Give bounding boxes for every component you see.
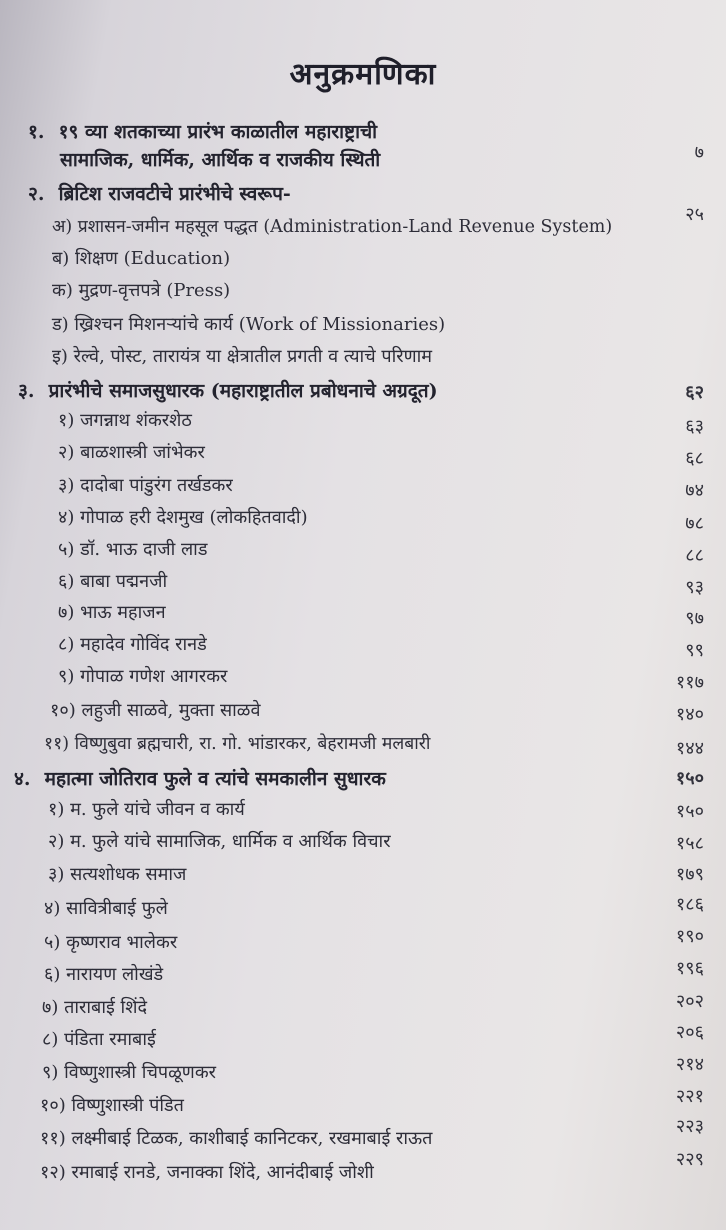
subsection-item: अ) प्रशासन-जमीन महसूल पद्धत (Administration-Land Revenue System): [52, 217, 613, 237]
section-number: २.: [28, 183, 45, 205]
toc-entry: १०) लहुजी साळवे, मुक्ता साळवे: [50, 700, 261, 721]
toc-entry-page: २२१: [675, 1086, 704, 1107]
toc-entry-page: २२३: [675, 1116, 704, 1137]
toc-entry: ६) बाबा पद्मनजी: [58, 571, 168, 592]
toc-entry-page: ९७: [685, 608, 704, 629]
subsection-item: क) मुद्रण-वृत्तपत्रे (Press): [52, 280, 231, 301]
toc-entry-page: ९९: [685, 640, 704, 661]
toc-entry: ११) लक्ष्मीबाई टिळक, काशीबाई कानिटकर, रखमाबाई राऊत: [40, 1128, 433, 1149]
section-page-number: १५०: [675, 768, 704, 789]
toc-entry-page: २०२: [675, 991, 704, 1012]
section-4-heading: [14, 765, 386, 791]
toc-entry-page: ८८: [685, 545, 704, 566]
toc-entry: ८) पंडिता रमाबाई: [42, 1029, 156, 1050]
section-number: ३.: [18, 380, 35, 402]
subsection-item: इ) रेल्वे, पोस्ट, तारायंत्र या क्षेत्रातील प्रगती व त्याचे परिणाम: [52, 346, 433, 367]
toc-entry: १०) विष्णुशास्त्री पंडित: [40, 1095, 184, 1116]
toc-entry: ३) सत्यशोधक समाज: [48, 864, 187, 885]
toc-entry: १२) रमाबाई रानडे, जनाक्का शिंदे, आनंदीबाई जोशी: [40, 1162, 374, 1183]
toc-entry-page: ६३: [685, 416, 704, 437]
toc-entry-page: १४०: [675, 704, 704, 725]
toc-entry-page: ११७: [675, 672, 704, 693]
toc-entry: ११) विष्णुबुवा ब्रह्मचारी, रा. गो. भांडारकर, बेहरामजी मलबारी: [44, 734, 431, 754]
toc-entry: ७) ताराबाई शिंदे: [42, 997, 148, 1018]
toc-entry: ४) सावित्रीबाई फुले: [44, 898, 168, 919]
section-title: महात्मा जोतिराव फुले व त्यांचे समकालीन सुधारक: [44, 768, 386, 790]
toc-entry: ५) डॉ. भाऊ दाजी लाड: [58, 539, 208, 560]
toc-entry-page: ९३: [685, 577, 704, 598]
section-title: प्रारंभीचे समाजसुधारक (महाराष्ट्रातील प्रबोधनाचे अग्रदूत): [48, 380, 438, 402]
toc-entry-page: १५८: [675, 833, 704, 854]
subsection-item: ब) शिक्षण (Education): [52, 248, 231, 269]
toc-entry-page: १९६: [675, 958, 704, 979]
section-1-line1: [28, 118, 377, 144]
toc-entry: २) म. फुले यांचे सामाजिक, धार्मिक व आर्थिक विचार: [48, 831, 391, 852]
toc-entry: ९) गोपाळ गणेश आगरकर: [58, 666, 228, 687]
toc-entry-page: १९०: [675, 926, 704, 947]
section-page-number: ६२: [685, 382, 704, 403]
toc-entry-page: १७९: [675, 864, 704, 885]
section-1-line2: सामाजिक, धार्मिक, आर्थिक व राजकीय स्थिती: [60, 149, 381, 171]
toc-entry-page: ७८: [685, 513, 704, 534]
toc-entry-page: ७४: [685, 480, 704, 501]
section-title: १९ व्या शतकाच्या प्रारंभ काळातील महाराष्ट्राची: [58, 121, 378, 143]
toc-entry: ८) महादेव गोविंद रानडे: [58, 634, 207, 655]
toc-entry: ७) भाऊ महाजन: [58, 602, 166, 623]
section-3-heading: [18, 377, 438, 403]
section-2-heading: [28, 180, 291, 206]
section-number: ४.: [14, 768, 31, 790]
toc-entry-page: १८६: [675, 894, 704, 915]
toc-entry-page: १५०: [675, 801, 704, 822]
toc-entry: ९) विष्णुशास्त्री चिपळूणकर: [42, 1062, 217, 1083]
toc-entry: २) बाळशास्त्री जांभेकर: [58, 442, 205, 463]
toc-entry: ३) दादोबा पांडुरंग तर्खडकर: [58, 475, 233, 496]
toc-entry-page: २२९: [675, 1149, 704, 1170]
subsection-item: ड) ख्रिश्चन मिशनऱ्यांचे कार्य (Work of Missionaries): [52, 314, 446, 335]
toc-entry-page: १४४: [675, 738, 704, 759]
toc-entry: १) म. फुले यांचे जीवन व कार्य: [48, 799, 245, 820]
section-page-number: ७: [694, 142, 704, 163]
section-title: ब्रिटिश राजवटीचे प्रारंभीचे स्वरूप-: [58, 183, 291, 205]
toc-entry-page: २०६: [675, 1022, 704, 1043]
toc-entry: ५) कृष्णराव भालेकर: [44, 932, 178, 953]
section-page-number: २५: [685, 204, 704, 225]
toc-entry: १) जगन्नाथ शंकरशेठ: [58, 410, 192, 431]
page-title: अनुक्रमणिका: [289, 57, 437, 92]
toc-entry: ४) गोपाळ हरी देशमुख (लोकहितवादी): [58, 507, 308, 528]
toc-entry-page: २१४: [675, 1054, 704, 1075]
toc-entry: ६) नारायण लोखंडे: [44, 964, 164, 985]
toc-entry-page: ६८: [685, 448, 704, 469]
section-number: १.: [28, 121, 45, 143]
